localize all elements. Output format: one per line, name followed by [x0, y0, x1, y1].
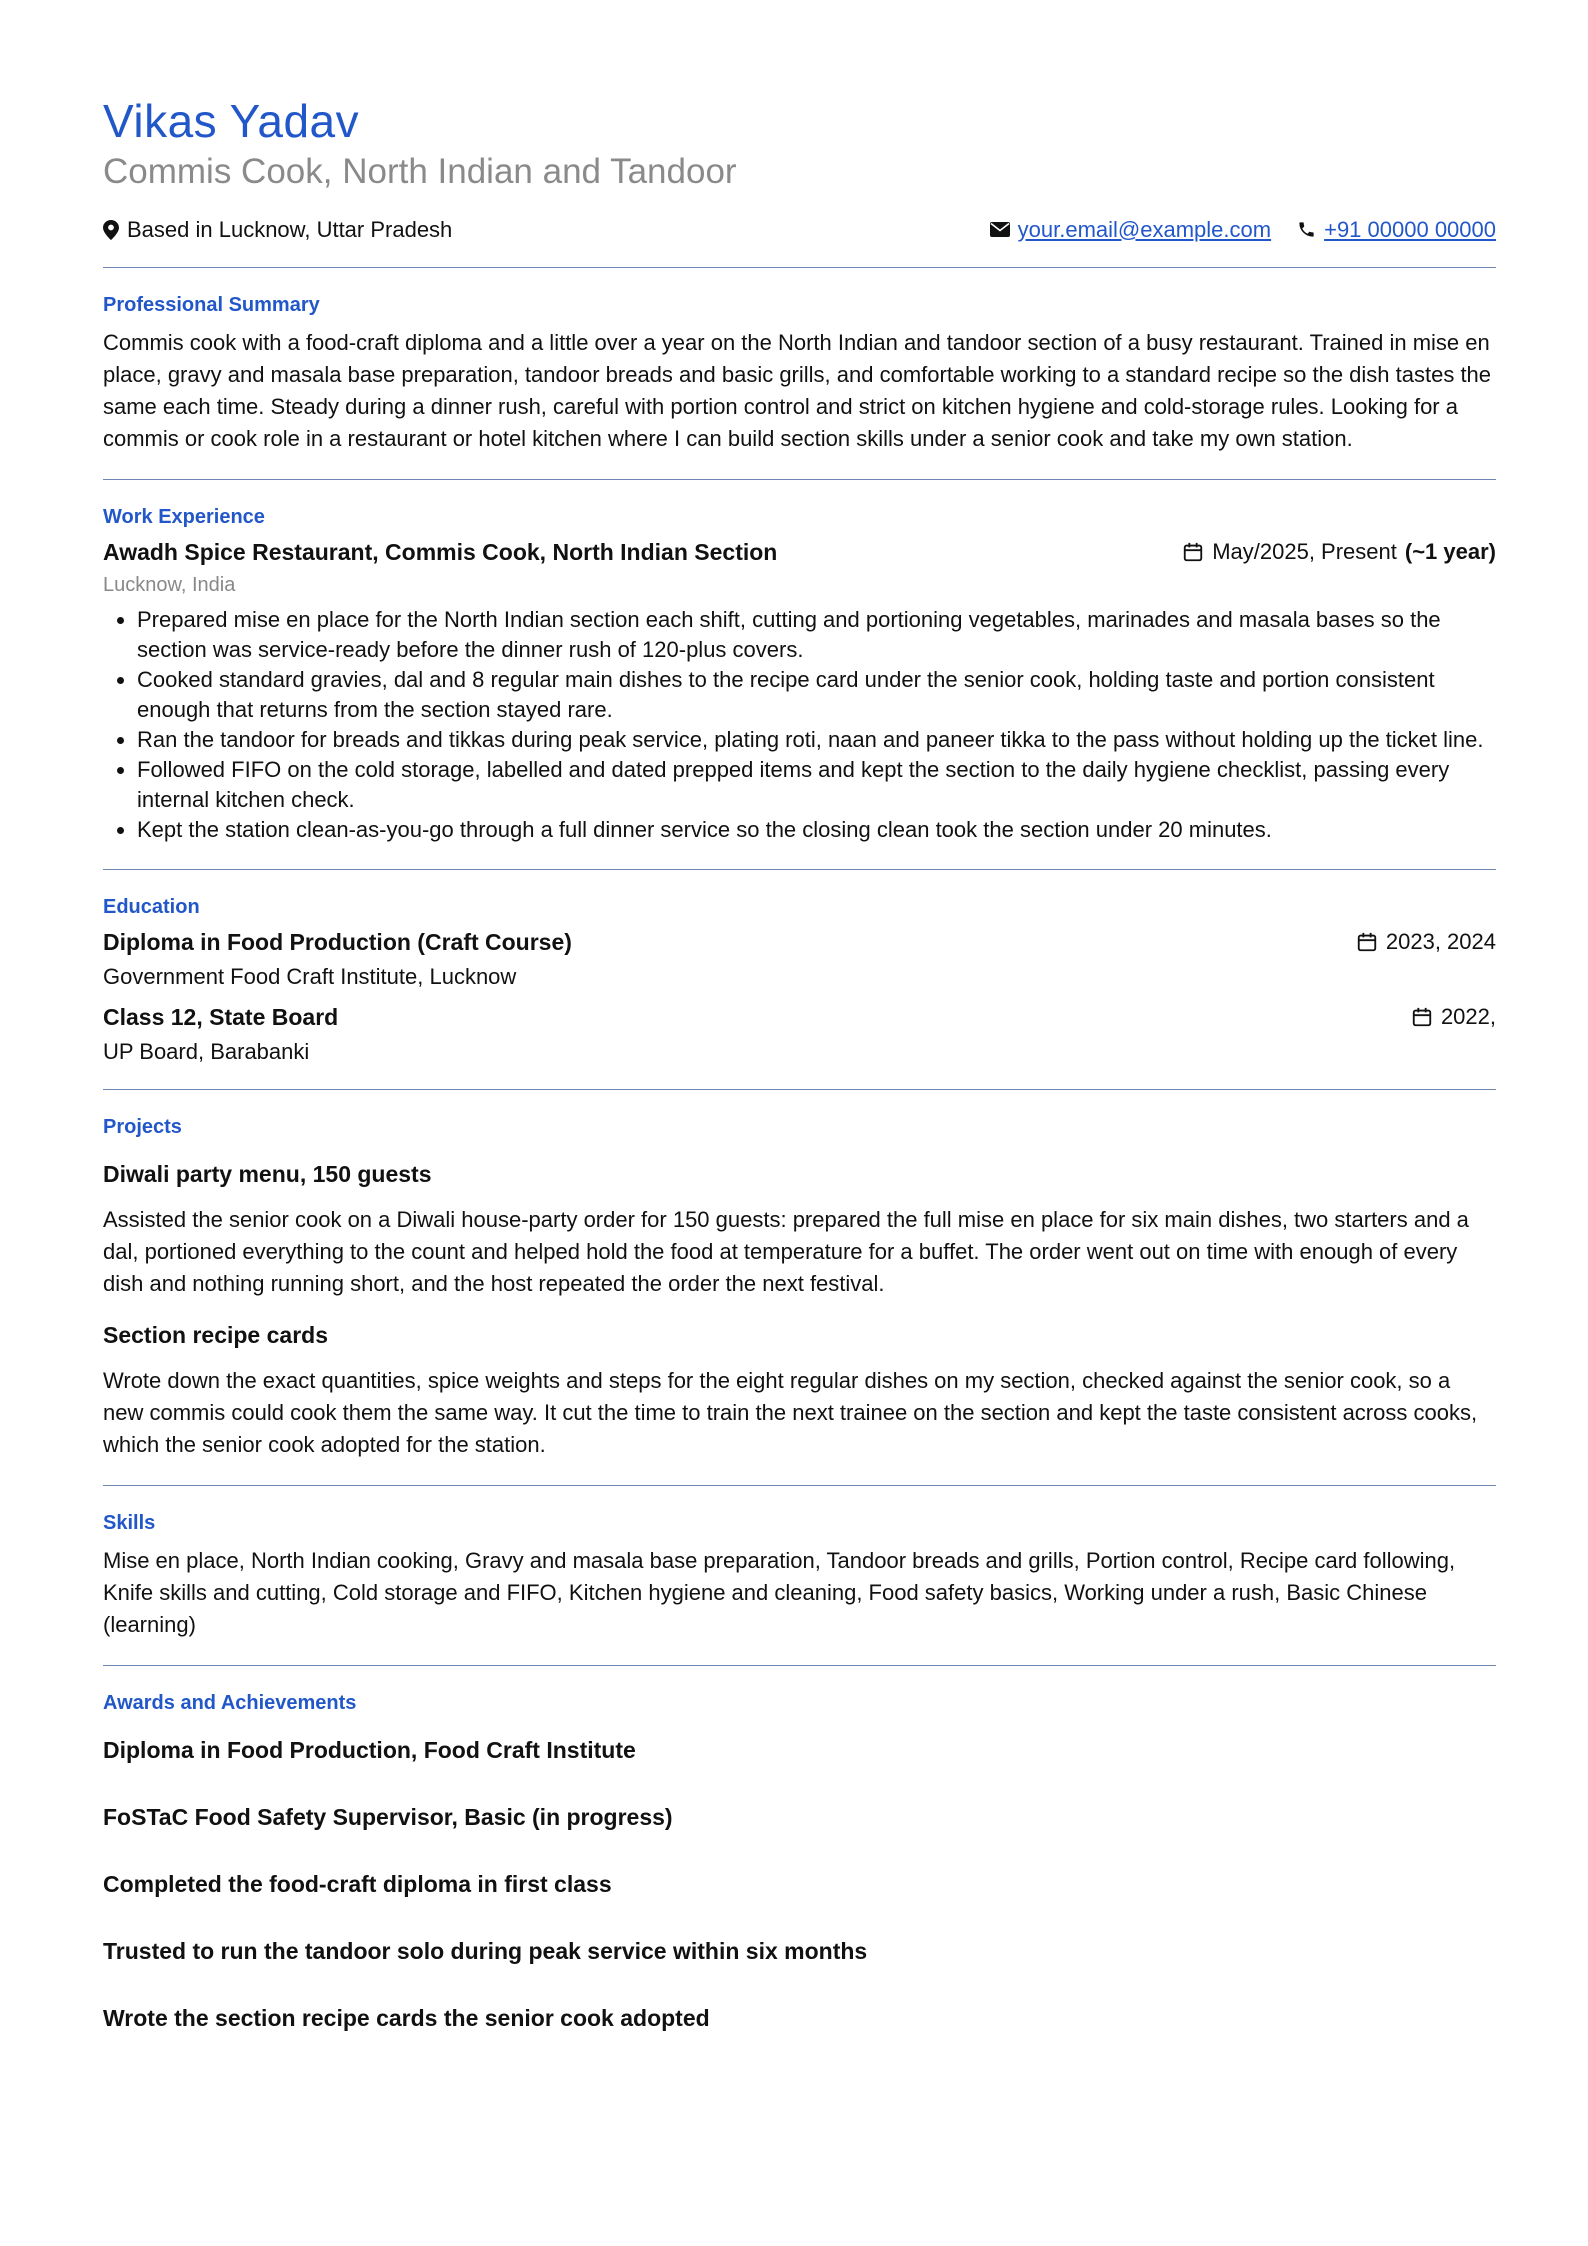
location-pin-icon [103, 220, 119, 240]
divider [103, 267, 1496, 268]
calendar-icon [1356, 931, 1378, 953]
summary-text: Commis cook with a food-craft diploma and a little over a year on the North Indian and tandoor section of a busy restaurant. Trained in mise en place, gravy and masala base preparation, tandoor breads and basic grills, and comfortable working to a standard recipe so the dish tastes the same each time. Steady during a dinner rush, careful with portion control and strict on kitchen hygiene and cold-storage rules. Looking for a commis or cook role in a restaurant or hotel kitchen where I can build section skills under a senior cook and take my own station. [103, 329, 1492, 451]
experience-section [103, 506, 1496, 845]
section-title-awards: Awards and Achievements [103, 1691, 357, 1714]
divider [103, 869, 1496, 870]
location [103, 217, 452, 243]
education-institution: Government Food Craft Institute, Lucknow [103, 963, 517, 989]
experience-location: Lucknow, India [103, 573, 236, 596]
divider [103, 1485, 1496, 1486]
award-item: Completed the food-craft diploma in first class [103, 1870, 612, 1897]
section-title-education: Education [103, 895, 200, 918]
position-name: Commis Cook, North Indian Section [385, 538, 778, 565]
calendar-icon [1411, 1006, 1433, 1028]
experience-dates [1182, 539, 1496, 565]
award-item: Trusted to run the tandoor solo during peak service within six months [103, 1937, 868, 1964]
education-date-range: 2023, 2024 [1385, 929, 1496, 955]
experience-bullets [103, 605, 1496, 845]
section-title-projects: Projects [103, 1115, 182, 1138]
projects-section [103, 1116, 1496, 1461]
education-date-range: 2022, [1440, 1004, 1496, 1030]
company-name: Awadh Spice Restaurant [103, 538, 373, 565]
section-title-skills: Skills [103, 1511, 156, 1534]
awards-list [103, 1737, 1496, 2032]
candidate-role: Commis Cook, North Indian and Tandoor [103, 151, 737, 191]
education-degree: Class 12, State Board [103, 1003, 339, 1030]
phone [1297, 217, 1496, 243]
education-entry [103, 929, 1496, 956]
education-dates [1356, 929, 1496, 955]
education-institution: UP Board, Barabanki [103, 1038, 310, 1064]
award-item: Wrote the section recipe cards the senior cook adopted [103, 2004, 710, 2031]
awards-section [103, 1692, 1496, 2032]
experience-header [103, 539, 1496, 566]
resume-page [103, 96, 1496, 2072]
calendar-icon [1182, 541, 1204, 563]
phone-icon [1297, 220, 1316, 239]
award-item: Diploma in Food Production, Food Craft Institute [103, 1736, 636, 1763]
title-separator: , [372, 538, 379, 565]
education-entry [103, 1004, 1496, 1031]
summary-section [103, 294, 1496, 455]
contact-bar [103, 217, 1496, 243]
mail-icon [990, 222, 1010, 237]
project-title: Diwali party menu, 150 guests [103, 1160, 432, 1187]
list-item: • Followed FIFO on the cold storage, labelled and dated prepped items and kept the section to the daily hygiene checklist, passing every internal kitchen check. [137, 755, 1496, 815]
location-text: Based in Lucknow, Uttar Pradesh [127, 216, 453, 242]
divider [103, 1665, 1496, 1666]
contact-links [990, 217, 1496, 243]
skills-section [103, 1512, 1496, 1641]
list-item: • Prepared mise en place for the North Indian section each shift, cutting and portioning vegetables, marinades and masala bases so the section was service-ready before the dinner rush of 120-plus covers. [137, 605, 1496, 665]
section-title-summary: Professional Summary [103, 293, 320, 316]
list-item: • Ran the tandoor for breads and tikkas during peak service, plating roti, naan and paneer tikka to the pass without holding up the ticket line. [137, 725, 1496, 755]
experience-title [103, 539, 777, 566]
list-item: • Kept the station clean-as-you-go through a full dinner service so the closing clean took the section under 20 minutes. [137, 815, 1496, 845]
divider [103, 479, 1496, 480]
divider [103, 1089, 1496, 1090]
phone-link[interactable]: +91 00000 00000 [1324, 216, 1496, 242]
education-degree: Diploma in Food Production (Craft Course) [103, 928, 572, 955]
project-title: Section recipe cards [103, 1321, 328, 1348]
project-description: Wrote down the exact quantities, spice weights and steps for the eight regular dishes on my section, checked against the senior cook, so a new commis could cook them the same way. It cut the time to train the next trainee on the section and kept the taste consistent across cooks, which the senior cook adopted for the station. [103, 1367, 1478, 1457]
email [990, 217, 1271, 243]
skills-text: Mise en place, North Indian cooking, Gravy and masala base preparation, Tandoor breads and grills, Portion control, Recipe card following, Knife skills and cutting, Cold storage and FIFO, Kitchen hygiene and cleaning, Food safety basics, Working under a rush, Basic Chinese (learning) [103, 1547, 1456, 1637]
education-dates [1411, 1004, 1496, 1030]
experience-duration: (~1 year) [1404, 539, 1496, 565]
project-description: Assisted the senior cook on a Diwali house-party order for 150 guests: prepared the full mise en place for six main dishes, two starters and a dal, portioned everything to the count and helped hold the food at temperature for a buffet. The order went out on time with enough of every dish and nothing running short, and the host repeated the order the next festival. [103, 1206, 1469, 1296]
email-link[interactable]: your.email@example.com [1017, 216, 1272, 242]
candidate-name: Vikas Yadav [103, 95, 360, 147]
section-title-experience: Work Experience [103, 505, 265, 528]
award-item: FoSTaC Food Safety Supervisor, Basic (in progress) [103, 1803, 673, 1830]
education-section [103, 896, 1496, 1065]
list-item: • Cooked standard gravies, dal and 8 regular main dishes to the recipe card under the senior cook, holding taste and portion consistent enough that returns from the section stayed rare. [137, 665, 1496, 725]
experience-date-range: May/2025, Present [1212, 539, 1397, 565]
